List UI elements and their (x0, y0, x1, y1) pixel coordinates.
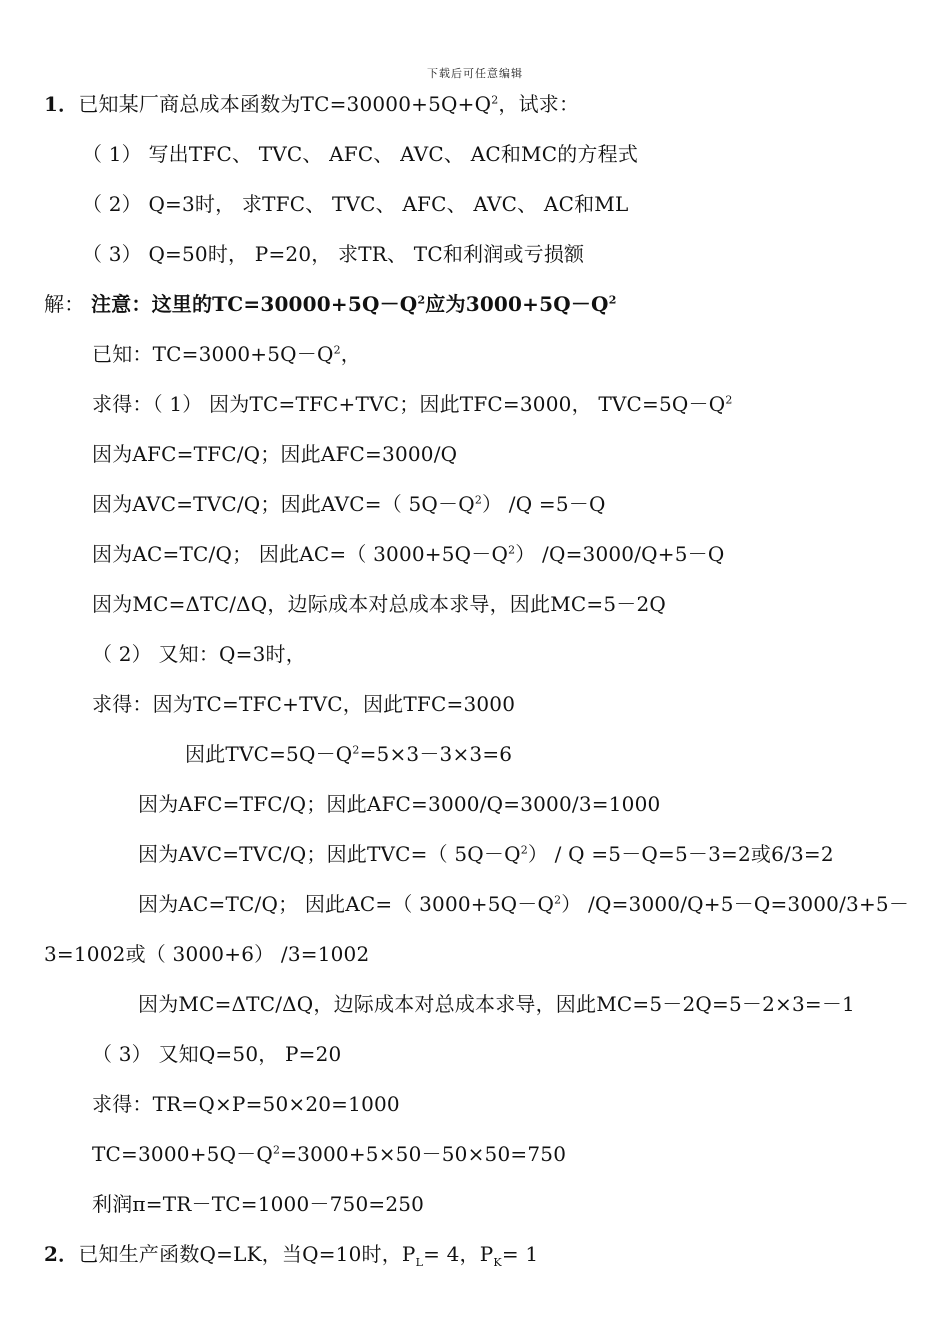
text-run: 已知：TC=3000+5Q－Q (92, 342, 334, 366)
text-line-sol-3a (92, 1040, 341, 1068)
text-run: 2 (508, 543, 516, 557)
text-line-sol-1a (92, 390, 733, 418)
text-line-q1-part3 (82, 240, 584, 268)
text-run: 2 (491, 93, 499, 107)
text-run: 因为MC=ΔTC/ΔQ，边际成本对总成本求导，因此MC=5－2Q=5－2×3=－1 (138, 992, 855, 1016)
text-run: ） /Q=3000/Q+5－Q=3000/3+5－ (561, 892, 910, 916)
text-run: K (493, 1256, 502, 1269)
text-run: 应为3000+5Q－Q (425, 292, 609, 316)
text-run: 2 (272, 1143, 281, 1157)
text-line-q1-title (44, 90, 579, 118)
text-run: 因为AC=TC/Q； 因此AC=（ 3000+5Q－Q (138, 892, 555, 916)
text-run: （ 2） 又知：Q=3时， (92, 642, 306, 666)
text-run: 2 (554, 893, 562, 907)
text-run: 因为AVC=TVC/Q；因此TVC=（ 5Q－Q (138, 842, 521, 866)
text-line-sol-3d (92, 1190, 424, 1218)
text-run: 2 (417, 293, 426, 307)
text-run: 解： (44, 292, 91, 316)
text-run: 2． (44, 1242, 79, 1266)
text-line-sol-known (92, 340, 361, 368)
text-run: ，试求： (498, 92, 580, 116)
text-run: 3=1002或（ 3000+6） /3=1002 (44, 942, 370, 966)
text-run: 注意：这里的TC=30000+5Q－Q (90, 292, 418, 316)
text-run: = 4，P (423, 1242, 494, 1266)
text-line-q1-part2 (82, 190, 628, 218)
text-run: （ 2） Q=3时， 求TFC、 TVC、 AFC、 AVC、 AC和ML (82, 192, 629, 216)
text-run: 因为AFC=TFC/Q；因此AFC=3000/Q=3000/3=1000 (138, 792, 661, 816)
text-run: 求得：（ 1） 因为TC=TFC+TVC；因此TFC=3000， TVC=5Q－Q (92, 392, 726, 416)
text-run: =3000+5×50－50×50=750 (280, 1142, 567, 1166)
text-run: TC=3000+5Q－Q (92, 1142, 273, 1166)
text-run: ） /Q=3000/Q+5－Q (515, 542, 725, 566)
text-run: = 1 (501, 1242, 539, 1266)
text-run: 求得：TR=Q×P=50×20=1000 (92, 1092, 400, 1116)
text-run: L (415, 1256, 424, 1269)
text-run: 利润π=TR－TC=1000－750=250 (92, 1192, 425, 1216)
text-run: 2 (608, 293, 617, 307)
text-run: 2 (333, 343, 341, 357)
text-run: 因为AFC=TFC/Q；因此AFC=3000/Q (92, 442, 458, 466)
text-line-sol-2g (44, 940, 369, 968)
text-run: 因此TVC=5Q－Q (185, 742, 353, 766)
text-run: （ 3） Q=50时， P=20， 求TR、 TC和利润或亏损额 (82, 242, 585, 266)
text-run: ） /Q =5－Q (482, 492, 606, 516)
text-line-q2-title (44, 1240, 538, 1268)
text-line-sol-2f (138, 890, 909, 918)
text-line-sol-2a (92, 640, 306, 668)
text-run: 已知生产函数Q=LK，当Q=10时，P (78, 1242, 416, 1266)
text-run: 因为AVC=TVC/Q；因此AVC=（ 5Q－Q (92, 492, 475, 516)
text-run: 因为MC=ΔTC/ΔQ，边际成本对总成本求导，因此MC=5－2Q (92, 592, 666, 616)
text-line-sol-2c (185, 740, 512, 768)
text-run: 2 (352, 743, 360, 757)
text-run: 2 (474, 493, 483, 507)
text-line-sol-2e (138, 840, 834, 868)
text-run: 因为AC=TC/Q； 因此AC=（ 3000+5Q－Q (92, 542, 509, 566)
text-line-q1-part1 (82, 140, 638, 168)
text-run: 1． (44, 92, 79, 116)
text-run: 已知某厂商总成本函数为TC=30000+5Q+Q (78, 92, 492, 116)
text-run: ） / Q =5－Q=5－3=2或6/3=2 (527, 842, 834, 866)
text-line-sol-1d (92, 540, 724, 568)
text-run: ， (340, 342, 361, 366)
text-line-sol-2b (92, 690, 515, 718)
text-line-sol-1b (92, 440, 457, 468)
text-run: =5×3－3×3=6 (359, 742, 513, 766)
text-line-sol-1e (92, 590, 666, 618)
text-run: （ 3） 又知Q=50， P=20 (92, 1042, 342, 1066)
text-run: 2 (520, 843, 528, 857)
text-line-sol-3c (92, 1140, 566, 1168)
text-line-sol-note (44, 290, 617, 318)
text-line-sol-1c (92, 490, 606, 518)
page-header: 下载后可任意编辑 (427, 67, 523, 80)
text-run: （ 1） 写出TFC、 TVC、 AFC、 AVC、 AC和MC的方程式 (82, 142, 639, 166)
text-run: 求得：因为TC=TFC+TVC，因此TFC=3000 (92, 692, 516, 716)
text-line-sol-2d (138, 790, 660, 818)
text-line-sol-2h (138, 990, 855, 1018)
text-run: 2 (725, 393, 733, 407)
text-line-sol-3b (92, 1090, 400, 1118)
